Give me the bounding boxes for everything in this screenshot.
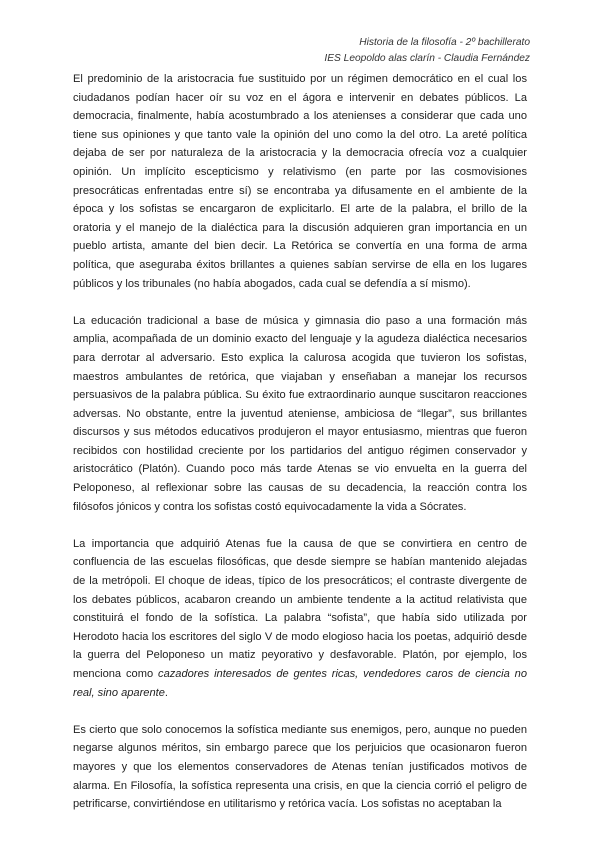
paragraph-3 [73, 535, 527, 702]
header-course-line: Historia de la filosofía - 2º bachillerato [359, 37, 530, 48]
paragraph-2: La educación tradicional a base de música y gimnasia dio paso a una formación más amplia, acompañada de un dominio exacto del lenguaje y la agudeza dialéctica necesarios para derrotar al adversario. Esto explica la calurosa acogida que tuvieron los sofistas, maestros ambulantes de retórica, que viajaban y enseñaban a manejar los recursos persuasivos de la palabra pública. Su éxito fue extraordinario aunque suscitaron reacciones adversas. No obstante, entre la juventud ateniense, ambiciosa de “llegar”, sus brillantes discursos y sus métodos educativos produjeron el mayor entusiasmo, mientras que fueron recibidos con hostilidad creciente por los partidarios del antiguo régimen conservador y aristocrático (Platón). Cuando poco más tarde Atenas se vio envuelta en la guerra del Peloponeso, al reflexionar sobre las causas de su decadencia, la reacción contra los filósofos jónicos y contra los sofistas costó equivocadamente la vida a Sócrates. [73, 314, 527, 513]
paragraph-3-text: La importancia que adquirió Atenas fue la causa de que se convirtiera en centro de confluencia de las escuelas filosóficas, que desde siempre se habían mantenido alejadas de la metrópoli. El choque de ideas, típico de los presocráticos; el contraste divergente de los debates públicos, acabaron creando un ambiente tendente a la actitud relativista que constituirá el fondo de la sofística. La palabra “sofista”, que había sido utilizada por Herodoto hacia los escritores del siglo V de modo elogioso hacia los poetas, adquirió desde la guerra del Peloponeso un matiz peyorativo y desfavorable. Platón, por ejemplo, los menciona como [73, 537, 527, 680]
paragraph-3-quote: cazadores interesados de gentes ricas, vendedores caros de ciencia no real, sino aparente [73, 668, 527, 699]
paragraph-3-end: . [164, 686, 168, 699]
body-text [73, 70, 527, 814]
page-header [324, 35, 530, 67]
header-school-line: IES Leopoldo alas clarín - Claudia Fernández [324, 53, 530, 64]
paragraph-1: El predominio de la aristocracia fue sustituido por un régimen democrático en el cual los ciudadanos podían hacer oír su voz en el ágora e intervenir en debates públicos. La democracia, finalmente, había acostumbrado a los atenienses a considerar que cada uno tiene sus opiniones y que tanto vale la opinión del uno como la del otro. La areté política dejaba de ser por naturaleza de la aristocracia y la democracia ofrecía voz a cualquier opinión. Un implícito escepticismo y relativismo (en parte por las cosmovisiones presocráticas enfrentadas entre sí) se encontraba ya difusamente en el ambiente de la época y los sofistas se encargaron de explicitarlo. El arte de la palabra, el brillo de la oratoria y el manejo de la dialéctica para la discusión adquieren gran importancia en un pueblo artista, amante del bien decir. La Retórica se convertía en una forma de arma política, que aseguraba éxitos brillantes a quienes sabían servirse de ella en los lugares públicos y los tribunales (no había abogados, cada cual se defendía a sí mismo). [73, 73, 527, 290]
paragraph-4: Es cierto que solo conocemos la sofística mediante sus enemigos, pero, aunque no pueden negarse algunos méritos, sin embargo parece que los perjuicios que ocasionaron fueron mayores y que los elementos conservadores de Atenas tenían justificados motivos de alarma. En Filosofía, la sofística representa una crisis, en que la ciencia corrió el peligro de petrificarse, convirtiéndose en utilitarismo y retórica vacía. Los sofistas no aceptaban la [73, 723, 527, 811]
